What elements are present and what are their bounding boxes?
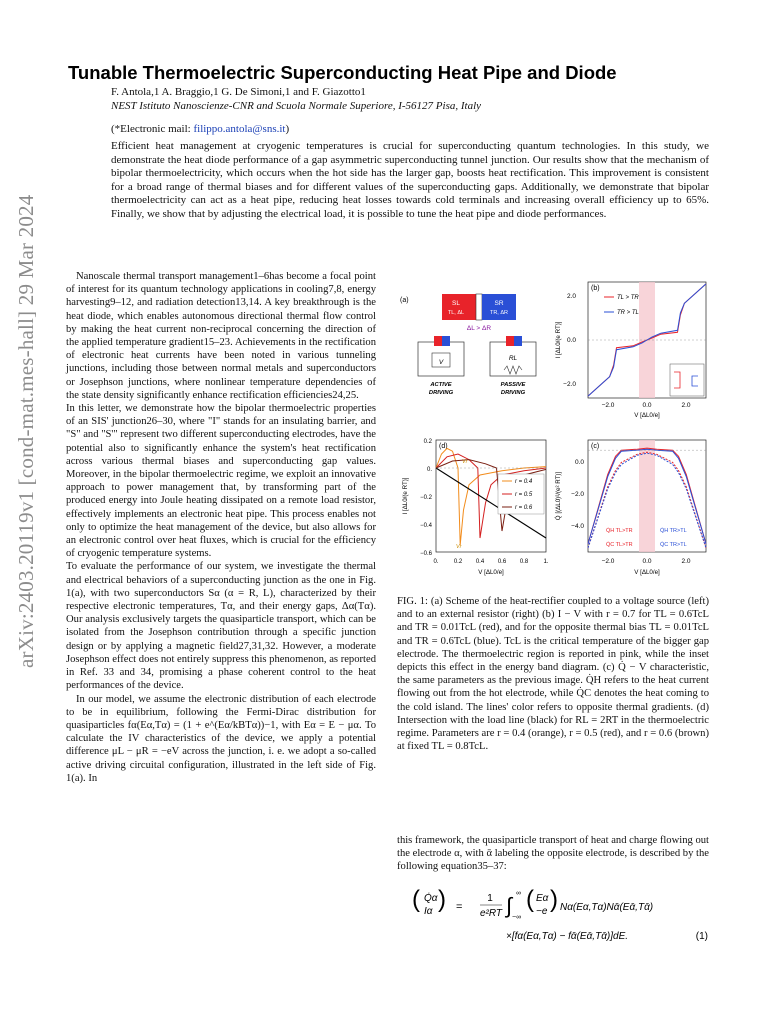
email-line (111, 123, 289, 135)
eq-lparen-1: ( (412, 886, 420, 913)
panel-b-ytick-mid: 0.0 (566, 337, 576, 344)
eq-line1-rest: Nα(Eα,Tα)Nᾱ(Eᾱ,Tᾱ) (560, 902, 654, 913)
eq-lhs-top: Q̇α (424, 893, 438, 904)
active-label-2: DRIVING (428, 390, 454, 396)
panel-d-xtick-5: 1. (543, 559, 549, 565)
panel-c-label: (c) (591, 443, 600, 450)
panel-b (555, 282, 706, 419)
email-prefix: (*Electronic mail: (111, 123, 194, 135)
eq-line2: ×[fα(Eα,Tα) − fᾱ(Eᾱ,Tᾱ)]dE. (506, 931, 629, 942)
eq-lparen-2: ( (526, 886, 534, 913)
panel-a (400, 294, 536, 396)
arxiv-stamp: arXiv:2403.20119v1 [cond-mat.mes-hall] 29 Mar 2024 (14, 194, 38, 668)
affiliation: NEST Istituto Nanoscienze-CNR and Scuola Normale Superiore, I-56127 Pisa, Italy (111, 100, 482, 112)
authors: F. Antola,1 A. Braggio,1 G. De Simoni,1 and F. Giazotto1 (111, 86, 366, 98)
passive-label-1: PASSIVE (500, 382, 526, 388)
active-label-1: ACTIVE (430, 382, 452, 388)
eq-equals: = (456, 901, 463, 913)
panel-d-xtick-0: 0. (433, 559, 439, 565)
panel-d-ytick-1: 0. (426, 467, 432, 473)
abstract: Efficient heat management at cryogenic temperatures is crucial for superconducting quantum technologies. In this study, we demonstrate the heat diode performance of a gap asymmetric superconducting tunnel junction. Our results show that the mechanism of bipolar thermoelectricity, which occurs when the hot side has the larger gap, boosts heat rectification. This improvement is consistent for a broad range of thermal biases and for different values of the superconducting gaps. Additionally, we demonstrate that bipolar thermoelectricity can act as a heat pipe, reducing heat losses towards cold terminals and increasing overall efficiency up to 65%. Finally, we show that by adjusting the electrical load, it is possible to tune the heat pipe and diode performances. (111, 140, 709, 220)
panel-d-xtick-2: 0.4 (475, 559, 485, 565)
panel-c-ytick-0: 0.0 (574, 459, 584, 466)
panel-c-xlabel: V [ΔL0/e] (634, 569, 660, 576)
panel-d-legend-0: r = 0.4 (515, 479, 533, 485)
panel-d-vr-bottom: Vr (456, 544, 462, 550)
panel-d-ylabel: I [ΔL0/(e RT)] (402, 477, 409, 515)
right-column-text: this framework, the quasiparticle transport of heat and charge flowing out the electrode α, with ᾱ labeling the opposite electrode, is described by the following equation35–37: (397, 835, 709, 873)
panel-a-label: (a) (400, 297, 409, 304)
panel-d-vr-top: Vr (462, 459, 468, 465)
paragraph-3: To evaluate the performance of our system, we investigate the thermal and electrical behaviors of a superconducting junction as the one in Fig. 1(a), with two superconductors Sα (α = R, L), characterized by their respective electronic temperatures, Tα, and their energy gaps, Δα(Tα). Our analysis exclusively targets the quasiparticle transport, which can be isolated from the Josephson contribution through a specific junction design or by applying a magnetic field27,31,32. However, a moderate Josephson effect does not entirely suppress this phenomenon, as reported in Ref. 33 and 34, promising a phase coherent control to the heat performances of the device. (66, 561, 376, 692)
panel-d-ytick-2: −0.2 (420, 495, 432, 501)
panel-b-ylabel: I [ΔL0/(e RT)] (555, 321, 562, 359)
eq-prefactor-num: 1 (487, 893, 493, 904)
sr-electrode (482, 294, 516, 320)
figure-svg (398, 280, 710, 585)
panel-c-ytick-2: −4.0 (571, 523, 584, 530)
active-junction-right (442, 336, 450, 346)
panel-b-ytick-top: 2.0 (566, 293, 576, 300)
panel-c-legend-2: Q̇C TL>TR (606, 542, 633, 548)
panel-c-thermoelectric-region (639, 440, 655, 552)
paragraph-1: Nanoscale thermal transport management1–6has become a focal point of interest for its quantum technology applications in cooling7,8, energy harvesting9–12, and radiation detection13,14. A key breakthrough is the heat diode, which enables autonomous directional thermal flow control by making the heat current non-reciprocal concerning the direction of the applied temperature gradient15–23. Achievements in the rectification of electronic heat currents have been noted in various tunneling junctions, including those between normal metals and superconductors or Josephson junctions, where nonlinear temperature dependencies of the state density significantly enhance rectification efficiencies24,25. (66, 271, 376, 401)
panel-d-xlabel: V [ΔL0/e] (478, 569, 504, 576)
sl-electrode (442, 294, 476, 320)
equation-1 (410, 885, 710, 955)
eq-lhs-bottom: Iα (424, 906, 433, 917)
eq-vec-top: Eα (536, 893, 549, 904)
left-column (66, 270, 376, 785)
eq-rparen-2: ) (550, 886, 558, 913)
panel-b-inset (670, 364, 704, 396)
panel-c-ylabel: Q̇ [(ΔL0)²/(e² RT)] (555, 471, 562, 521)
insulating-barrier (476, 294, 482, 320)
panel-d-ytick-4: −0.6 (420, 551, 432, 557)
gap-relation: ΔL > ΔR (466, 325, 492, 332)
panel-c-legend-3: Q̇C TR>TL (660, 542, 687, 548)
paper-title: Tunable Thermoelectric Superconducting Heat Pipe and Diode (68, 62, 617, 83)
panel-c-ytick-1: −2.0 (571, 491, 584, 498)
panel-d-legend-2: r = 0.6 (515, 505, 533, 511)
paragraph-2: In this letter, we demonstrate how the bipolar thermoelectric properties of an SIS' junction26–30, where "I" stands for an insulating barrier, and "S" and "S'" represent two different superconducting electrodes, have the potential also to significantly enhance the system's heat rectification across various thermal biases and superconducting gap values. Moreover, in the bipolar thermoelectric regime, we exploit an innovative approach to power management that, by transforming part of the produced energy into Joule heating dissipated on a remote load resistor, effectively implements an electronic heat pipe. This process enables not only to optimize the heat management of the device, but also allows for an electronic control over heat fluxes, which is crucial for the efficiency of cryogenic temperature systems. (66, 403, 376, 560)
eq-int-lower: −∞ (512, 914, 522, 921)
panel-b-label: (b) (591, 285, 600, 292)
panel-b-xlabel: V [ΔL0/e] (634, 412, 660, 419)
panel-b-xtick-mid: 0.0 (642, 402, 652, 409)
load-resistor-label: RL (508, 355, 518, 362)
passive-junction-left (506, 336, 514, 346)
panel-b-ytick-bot: −2.0 (563, 381, 576, 388)
eq-vec-bottom: −e (536, 906, 548, 917)
sl-label: SL (452, 300, 460, 307)
sl-params: TL, ΔL (447, 310, 465, 316)
passive-junction-right (514, 336, 522, 346)
panel-d-xtick-1: 0.2 (453, 559, 463, 565)
panel-d-ytick-3: −0.4 (420, 523, 432, 529)
panel-d-legend-1: r = 0.5 (515, 492, 533, 498)
panel-d-xtick-3: 0.6 (497, 559, 507, 565)
panel-c-xtick-left: −2.0 (601, 558, 615, 565)
sr-params: TR, ΔR (489, 310, 509, 316)
eq-rparen-1: ) (438, 886, 446, 913)
panel-d (402, 439, 549, 576)
panel-b-xtick-right: 2.0 (681, 402, 691, 409)
eq-prefactor-den: e²RT (479, 908, 503, 919)
panel-c-xtick-mid: 0.0 (642, 558, 652, 565)
email-link[interactable]: filippo.antola@sns.it (193, 123, 286, 135)
panel-b-legend-red: TL > TR (617, 295, 639, 301)
load-resistor-symbol (504, 366, 522, 374)
figure-1 (398, 280, 710, 585)
figure-caption: FIG. 1: (a) Scheme of the heat-rectifier coupled to a voltage source (left) and to an external resistor (right) (b) I − V with r = 0.7 for TL = 0.6TcL and TR = 0.01TcL (red), and for the opposite thermal bias TL = 0.01TcL and TR = 0.6TcL (blue). TcL is the critical temperature of the bigger gap electrode. The thermoelectric region is reported in pink, while the inset depicts this effect in the energy band diagram. (c) Q̇ − V characteristic, the same parameters as the previous image. Q̇H refers to the heat current flowing out from the hot electrode, while Q̇C denotes the heat coming to the cold island. The lines' color refers to opposite thermal gradients. (d) Intersection with the load line (black) for RL = 2RT in the thermoelectric regime. Parameters are r = 0.4 (orange), r = 0.5 (red), and r = 0.6 (brown) at fixed TL = 0.8TcL. (397, 596, 709, 753)
panel-c-legend-0: Q̇H TL>TR (606, 528, 633, 534)
passive-label-2: DRIVING (500, 390, 526, 396)
panel-c (555, 440, 706, 576)
equation-svg (410, 885, 710, 955)
paragraph-4: In our model, we assume the electronic distribution of each electrode to be in equilibrium, following the Fermi-Dirac distribution for quasiparticles fα(Eα,Tα) = (1 + e^(Eα/kBTα))−1, with Eα = E − μα. To calculate the IV characteristics of the device, we apply a potential difference μL − μR = −eV across the junction, i. e. we adopt a so-called active driving circuital configuration, illustrated in the left side of Fig. 1(a). In (66, 693, 376, 784)
sr-label: SR (494, 300, 504, 307)
voltage-source-label: V (438, 359, 444, 366)
active-junction-left (434, 336, 442, 346)
panel-c-legend-1: Q̇H TR>TL (660, 528, 687, 534)
panel-d-label: (d) (439, 443, 448, 450)
eq-integral: ∫ (506, 893, 513, 918)
panel-d-xtick-4: 0.8 (519, 559, 529, 565)
panel-b-xtick-left: −2.0 (601, 402, 615, 409)
panel-d-ytick-0: 0.2 (423, 439, 432, 445)
panel-b-legend-blue: TR > TL (617, 310, 639, 316)
panel-c-xtick-right: 2.0 (681, 558, 691, 565)
eq-number: (1) (695, 931, 708, 942)
email-suffix: ) (285, 123, 290, 135)
eq-int-upper: ∞ (516, 890, 521, 897)
